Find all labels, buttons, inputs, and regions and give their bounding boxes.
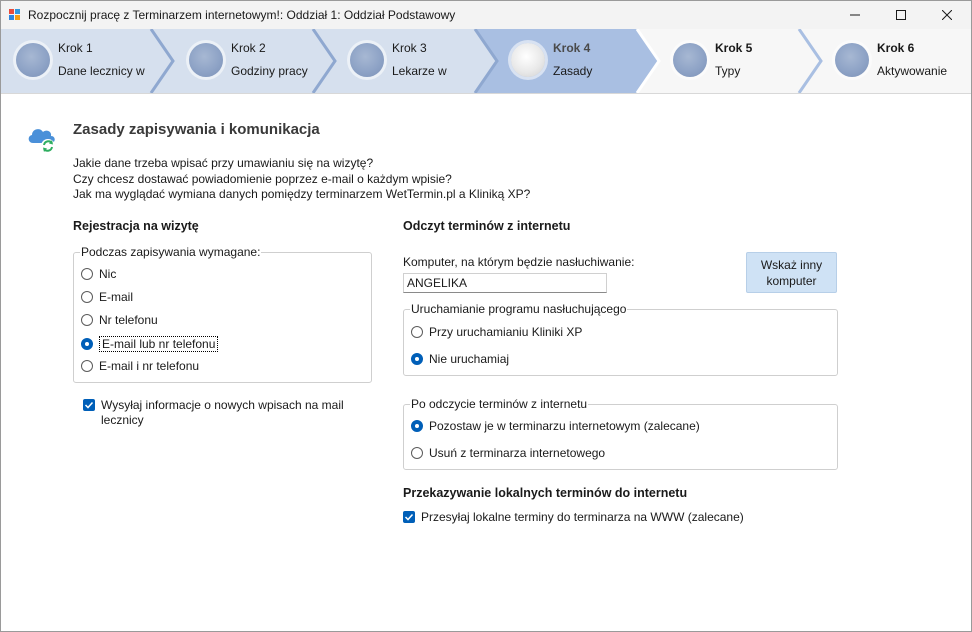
step-current-circle-icon — [511, 43, 545, 77]
page-title: Zasady zapisywania i komunikacja — [73, 121, 320, 138]
send-local-terms-label: Przesyłaj lokalne terminy do terminarza na WWW (zalecane) — [421, 510, 744, 524]
radio-label: E-mail — [99, 290, 134, 304]
maximize-icon — [896, 10, 906, 20]
step-name: Typy — [715, 64, 741, 78]
local-forward-section-title: Przekazywanie lokalnych terminów do internetu — [403, 486, 688, 500]
radio-label: Usuń z terminarza internetowego — [429, 446, 606, 460]
radio-option-do-not-start[interactable] — [411, 352, 509, 366]
send-local-terms-checkbox-row[interactable] — [403, 510, 744, 524]
radio-option-remove-online[interactable] — [411, 446, 605, 460]
choose-other-computer-button[interactable] — [746, 252, 837, 293]
registration-section-title: Rejestracja na wizytę — [73, 219, 199, 233]
step-done-circle-icon — [350, 43, 384, 77]
notify-email-checkbox-row[interactable] — [83, 398, 344, 428]
maximize-button[interactable] — [878, 1, 924, 29]
step-number: Krok 2 — [231, 41, 266, 55]
window-title: Rozpocznij pracę z Terminarzem internetowym!: Oddział 1: Oddział Podstawowy — [28, 8, 456, 22]
radio-label: E-mail i nr telefonu — [99, 359, 200, 373]
radio-label: E-mail lub nr telefonu — [99, 336, 218, 352]
radio-button-selected[interactable] — [411, 420, 423, 432]
step-name: Dane lecznicy w — [58, 64, 145, 78]
radio-option-keep-online[interactable] — [411, 419, 700, 433]
button-label-line2: komputer — [766, 273, 817, 288]
intro-line-2: Czy chcesz dostawać powiadomienie poprzez e-mail o każdym wpisie? — [73, 172, 452, 186]
cloud-sync-icon — [25, 121, 59, 155]
checkmark-icon — [84, 400, 94, 410]
title-bar — [1, 1, 971, 29]
radio-option-email-and-phone[interactable] — [81, 359, 199, 373]
radio-label: Pozostaw je w terminarzu internetowym (zalecane) — [429, 419, 700, 433]
close-button[interactable] — [924, 1, 970, 29]
intro-line-1: Jakie dane trzeba wpisać przy umawianiu się na wizytę? — [73, 156, 374, 170]
checkmark-icon — [404, 512, 414, 522]
wizard-steps-bar — [1, 29, 971, 94]
step-name: Zasady — [553, 64, 593, 78]
radio-button[interactable] — [411, 326, 423, 338]
step-done-circle-icon — [189, 43, 223, 77]
step-number: Krok 6 — [877, 41, 915, 55]
online-read-section-title: Odczyt terminów z internetu — [403, 219, 571, 233]
terminarz-app-icon — [8, 8, 22, 22]
radio-option-nothing[interactable] — [81, 267, 116, 281]
button-label-line1: Wskaż inny — [760, 257, 823, 272]
minimize-button[interactable] — [832, 1, 878, 29]
intro-line-3: Jak ma wyglądać wymiana danych pomiędzy terminarzem WetTermin.pl a Kliniką XP? — [73, 187, 531, 201]
radio-option-email[interactable] — [81, 290, 133, 304]
step-name: Aktywowanie — [877, 64, 948, 78]
radio-option-email-or-phone[interactable] — [81, 336, 218, 352]
wizard-steps-background — [1, 29, 971, 93]
step-name: Lekarze w — [392, 64, 447, 78]
step-future-circle-icon — [835, 43, 869, 77]
radio-button[interactable] — [81, 268, 93, 280]
radio-label: Nic — [99, 267, 117, 281]
checkbox-checked[interactable] — [83, 399, 95, 411]
radio-label: Przy uruchamianiu Kliniki XP — [429, 325, 583, 339]
radio-button[interactable] — [411, 447, 423, 459]
radio-label: Nr telefonu — [99, 313, 158, 327]
step-number: Krok 4 — [553, 41, 591, 55]
minimize-icon — [850, 10, 860, 20]
radio-button-selected[interactable] — [411, 353, 423, 365]
radio-button[interactable] — [81, 291, 93, 303]
step-number: Krok 5 — [715, 41, 753, 55]
radio-button-selected[interactable] — [81, 338, 93, 350]
radio-label: Nie uruchamiaj — [429, 352, 510, 366]
radio-option-start-with-clinic[interactable] — [411, 325, 582, 339]
step-future-circle-icon — [673, 43, 707, 77]
step-name: Godziny pracy — [231, 64, 308, 78]
step-number: Krok 1 — [58, 41, 93, 55]
radio-button[interactable] — [81, 360, 93, 372]
listener-startup-group-label: Uruchamianie programu nasłuchującego — [411, 302, 627, 316]
close-icon — [942, 10, 952, 20]
radio-option-phone[interactable] — [81, 313, 158, 327]
step-number: Krok 3 — [392, 41, 427, 55]
radio-button[interactable] — [81, 314, 93, 326]
notify-email-label-line1: Wysyłaj informacje o nowych wpisach na mail — [101, 398, 344, 412]
notify-email-label-line2: lecznicy — [101, 413, 144, 427]
after-read-group-label: Po odczycie terminów z internetu — [411, 397, 588, 411]
required-fields-group-label: Podczas zapisywania wymagane: — [81, 245, 261, 259]
computer-label: Komputer, na którym będzie nasłuchiwanie: — [403, 255, 635, 269]
computer-name-input[interactable] — [403, 273, 607, 293]
step-done-circle-icon — [16, 43, 50, 77]
checkbox-checked[interactable] — [403, 511, 415, 523]
notify-email-label — [101, 398, 344, 428]
